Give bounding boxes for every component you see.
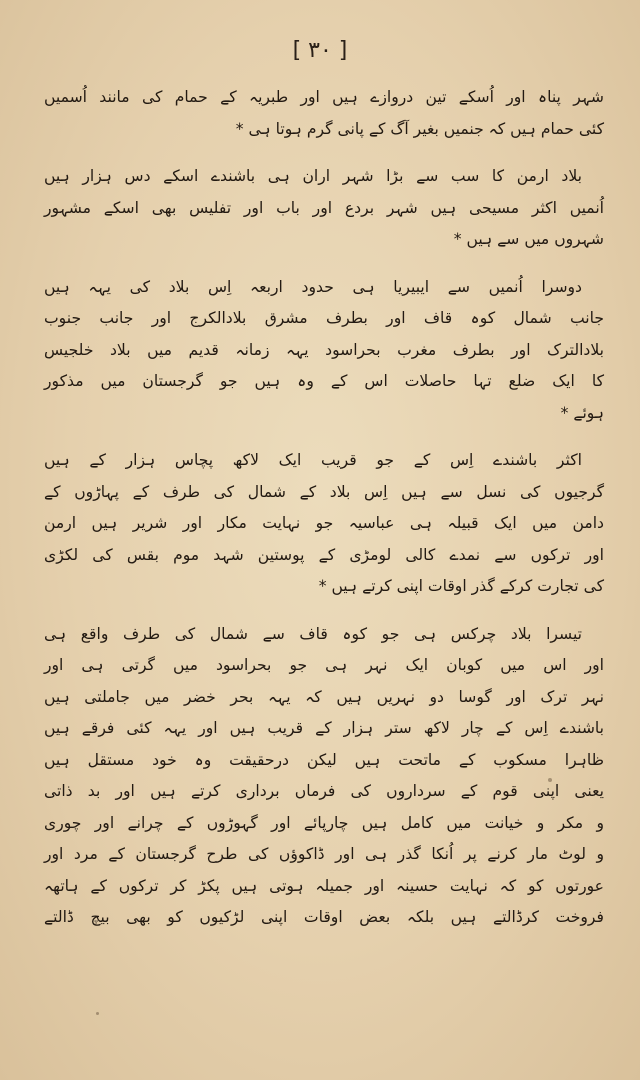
text-line: کی تجارت کرکے گذر اوقات اپنی کرتے ہیں * <box>318 577 604 595</box>
text-line: بلاد ارمن کا سب سے بڑا شہر اران ہی باشندے اسکے دس ہزار ہیں <box>44 167 582 185</box>
body-text <box>44 82 604 950</box>
text-line: و لوٹ مار کرنے پر اُنکا گذر ہی اور ڈاکوؤں کی طرح گرجستان کے مرد اور <box>44 845 604 863</box>
text-line: ظاہرا مسکوب کے ماتحت ہیں لیکن درحقیقت وہ خود مستقل ہیں <box>44 750 604 769</box>
page-number: [ ۳۰ ] <box>292 38 348 63</box>
text-line: شہر پناہ اور اُسکے تین دروازے ہیں اور طبریہ کے حمام کی مانند اُسمیں <box>44 88 604 106</box>
text-line: گرجیوں کی نسل سے ہیں اِس بلاد کے شمال کی طرف کے پہاڑوں کے <box>44 482 604 501</box>
paragraph-3 <box>44 272 604 430</box>
paragraph-4 <box>44 445 604 603</box>
text-line: فروخت کرڈالتے ہیں بلکہ بعض اوقات اپنی لڑکیوں کو بھی بیچ ڈالتے <box>44 908 604 926</box>
paper-spot <box>96 1012 99 1015</box>
paragraph-1 <box>44 82 604 145</box>
paragraph-2 <box>44 161 604 256</box>
text-line: اور ترکوں سے نمدے کالی لومڑی کے پوستین شہد موم بقس کی لکڑی <box>44 545 604 564</box>
text-line: دوسرا اُنمیں سے ایبیریا ہی حدود اربعہ اِس بلاد کی یہہ ہیں <box>44 277 582 296</box>
text-line: شہروں میں سے ہیں * <box>453 230 604 248</box>
paragraph-5 <box>44 619 604 934</box>
text-line: کئی حمام ہیں کہ جنمیں بغیر آگ کے پانی گرم ہوتا ہی * <box>235 119 604 138</box>
text-line: جانب شمال کوہ قاف اور بطرف مشرق بلادالکرج اور جانب جنوب <box>44 309 604 327</box>
text-line: اکثر باشندے اِس کے جو قریب ایک لاکھ پچاس ہزار کے ہیں <box>44 451 582 469</box>
text-line: باشندے اِس کے چار لاکھ ستر ہزار کے قریب ہیں اور یہہ کئی فرقے ہیں <box>44 719 604 737</box>
text-line: بلادالترک اور بطرف مغرب بحراسود یہہ زمانہ قدیم میں بلاد خلجیس <box>44 340 604 359</box>
text-line: ہوئے * <box>560 403 604 422</box>
text-line: عورتوں کو کہ نہایت حسینہ اور جمیلہ ہوتی ہیں پکڑ کر ترکوں کے ہاتھہ <box>44 876 604 895</box>
text-line: اُنمیں اکثر مسیحی ہیں شہر بردع اور باب اور تفلیس بھی اسکے مشہور <box>44 198 604 217</box>
text-line: دامن میں ایک قبیلہ ہی عباسیہ جو نہایت مکار اور شریر ہیں ارمن <box>44 514 604 532</box>
paper-spot <box>548 778 552 782</box>
text-line: تیسرا بلاد چرکس ہی جو کوہ قاف سے شمال کی طرف واقع ہی <box>44 624 582 643</box>
text-line: نہر ترک اور گوسا دو نہریں ہیں کہ یہہ بحر خضر میں جاملتی ہیں <box>44 687 604 706</box>
text-line: کا ایک ضلع تہا حاصلات اس کے وہ ہیں جو گرجستان میں مذکور <box>44 372 604 390</box>
text-line: و مکر و خیانت میں کامل ہیں چارپائے اور گہوڑوں کے چرانے اور چوری <box>44 813 604 832</box>
text-line: یعنی اپنی قوم کے سرداروں کی فرماں برداری کرتے ہیں اور بد ذاتی <box>44 782 604 800</box>
text-line: اور اس میں کوبان ایک نہر ہی جو بحراسود میں گرتی ہی اور <box>44 656 604 674</box>
